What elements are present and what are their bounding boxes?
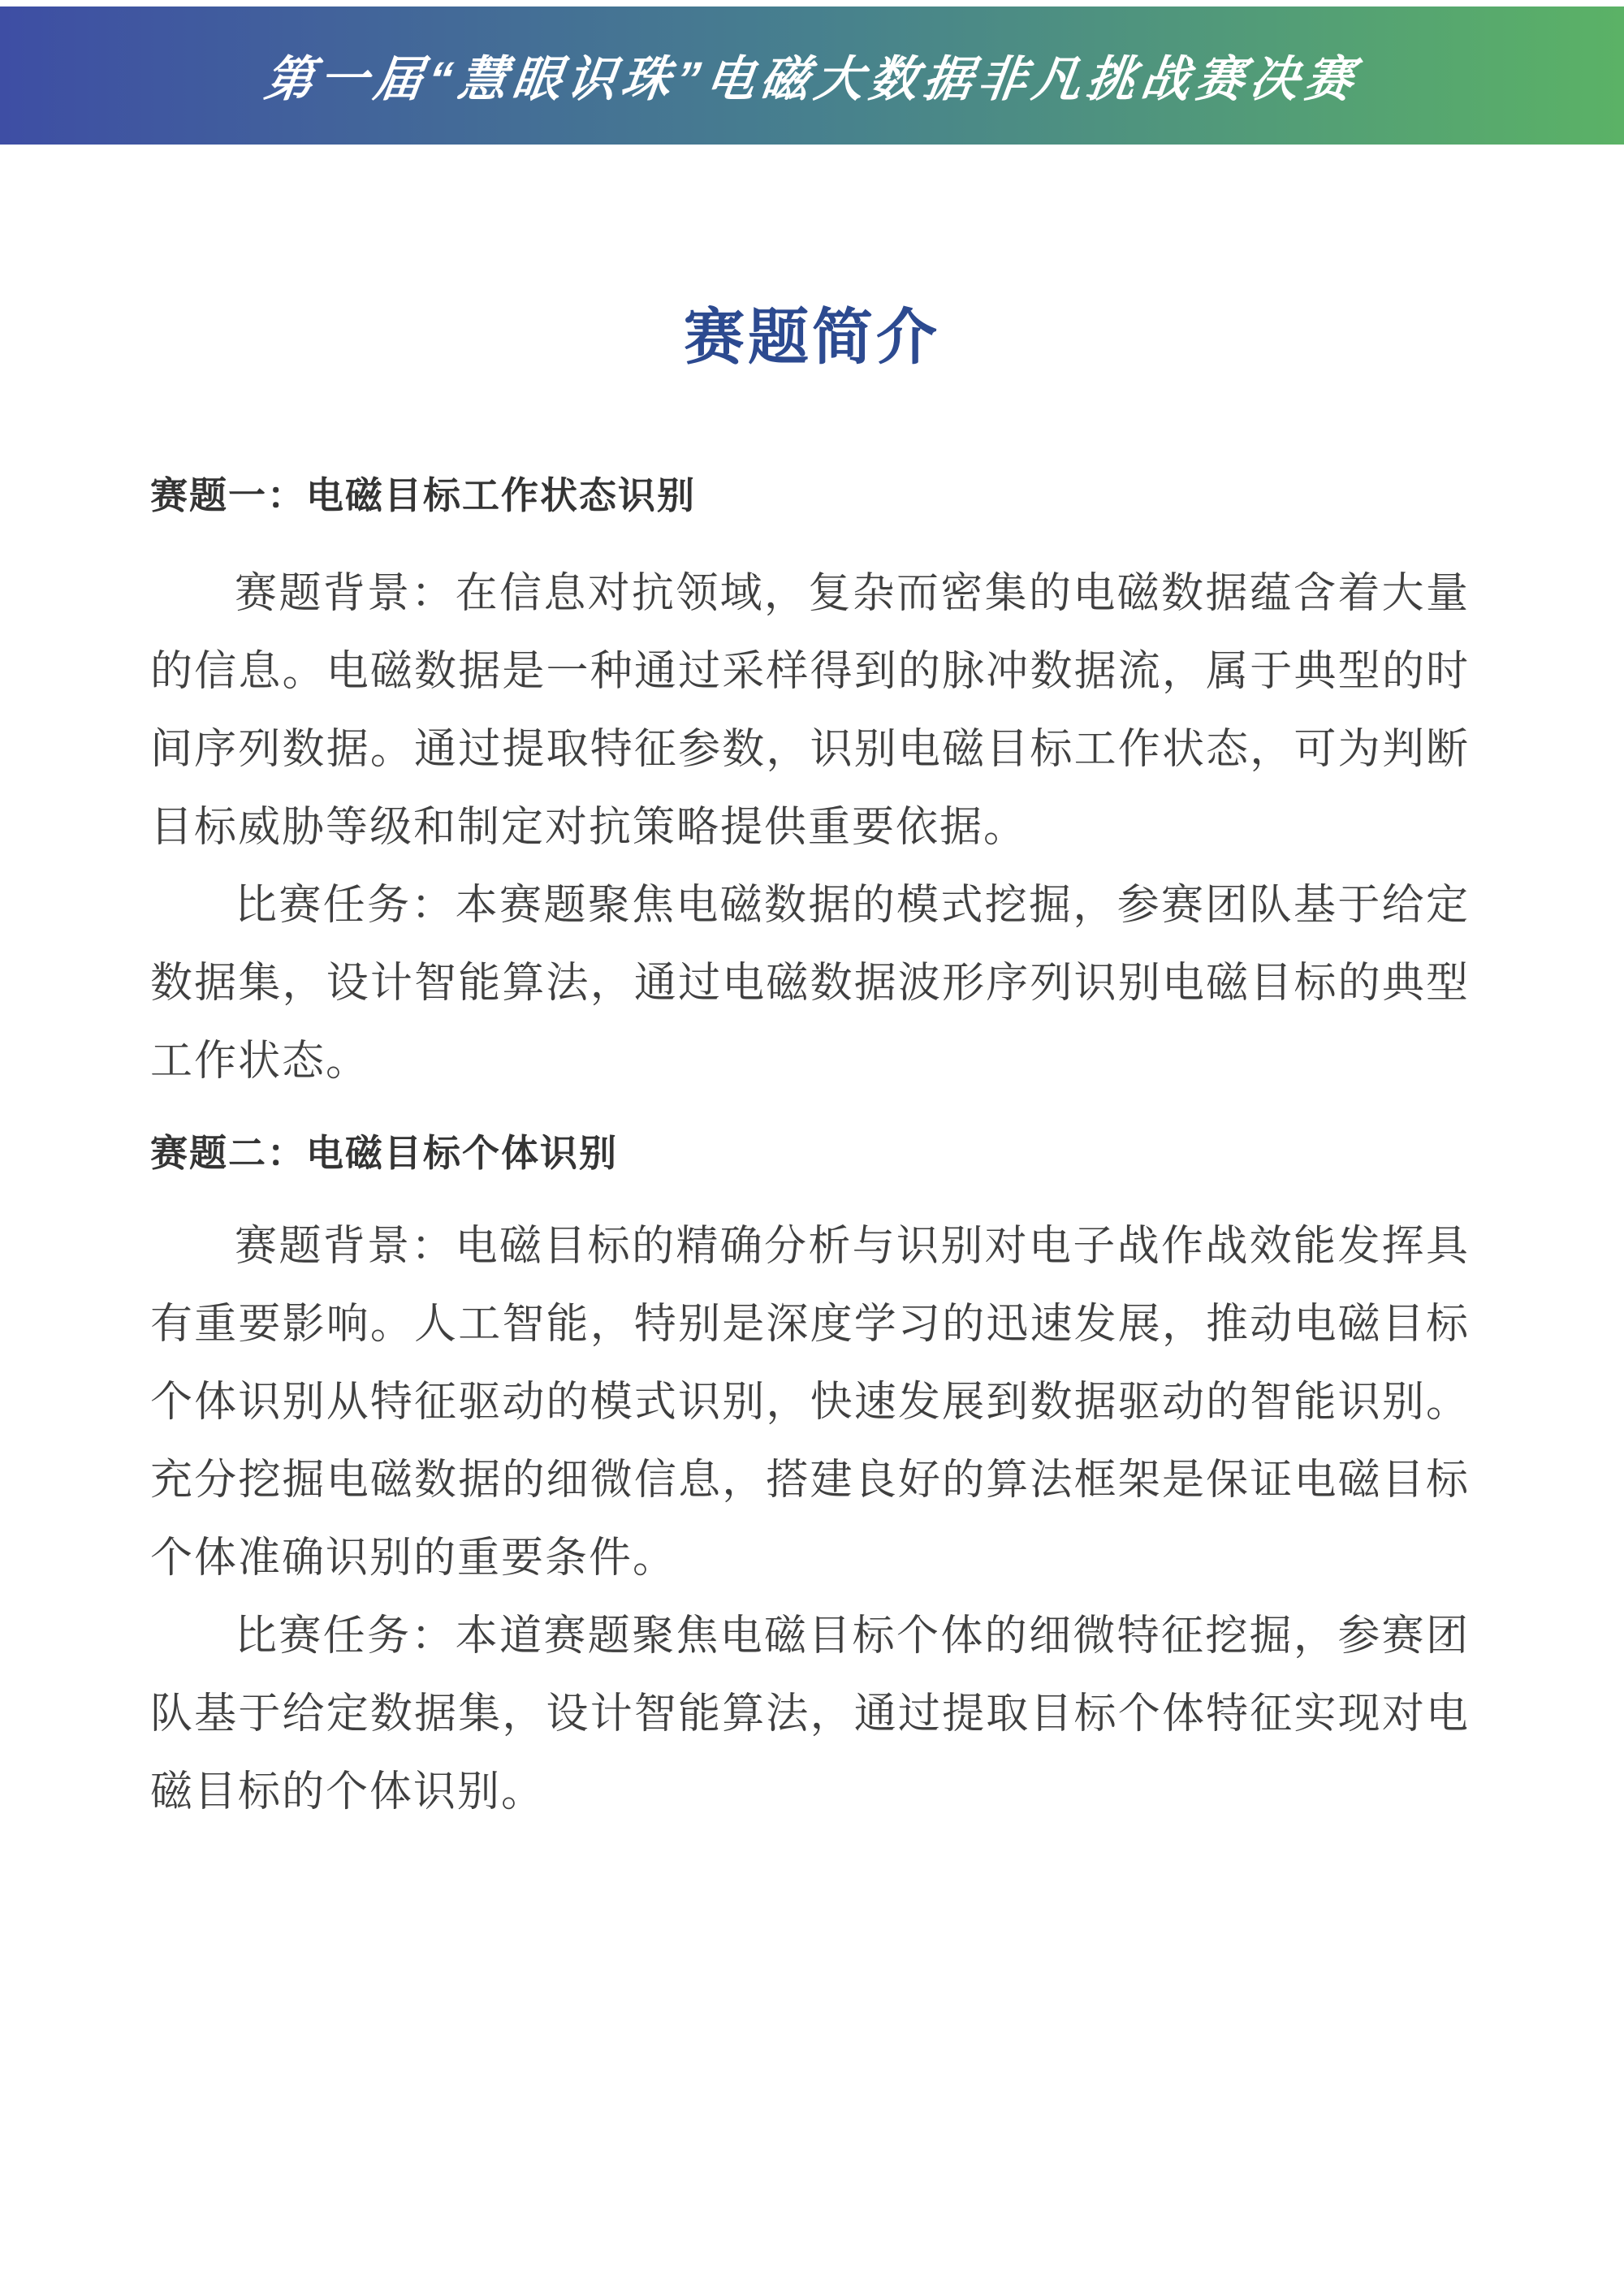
section-1-paragraph-background: 赛题背景：在信息对抗领域，复杂而密集的电磁数据蕴含着大量的信息。电磁数据是一种通过采样得到的脉冲数据流，属于典型的时间序列数据。通过提取特征参数，识别电磁目标工作状态，可为判断目标威胁等级和制定对抗策略提供重要依据。 [150, 570, 1470, 851]
section-2-paragraph-background: 赛题背景：电磁目标的精确分析与识别对电子战作战效能发挥具有重要影响。人工智能，特别是深度学习的迅速发展，推动电磁目标个体识别从特征驱动的模式识别，快速发展到数据驱动的智能识别。充分挖掘电磁数据的细微信息，搭建良好的算法框架是保证电磁目标个体准确识别的重要条件。 [150, 1223, 1470, 1582]
section-1-heading: 赛题一：电磁目标工作状态识别 [150, 474, 696, 516]
section-2-paragraph-task: 比赛任务：本道赛题聚焦电磁目标个体的细微特征挖掘，参赛团队基于给定数据集，设计智能算法，通过提取目标个体特征实现对电磁目标的个体识别。 [150, 1613, 1470, 1816]
document-body [0, 475, 1624, 1831]
section-1-paragraph-task: 比赛任务：本赛题聚焦电磁数据的模式挖掘，参赛团队基于给定数据集，设计智能算法，通过电磁数据波形序列识别电磁目标的典型工作状态。 [150, 882, 1470, 1085]
page-title: 赛题简介 [683, 303, 940, 371]
banner-title: 第一届“慧眼识珠”电磁大数据非凡挑战赛决赛 [261, 52, 1363, 106]
header-banner [0, 6, 1624, 145]
section-2-heading: 赛题二：电磁目标个体识别 [150, 1132, 618, 1174]
